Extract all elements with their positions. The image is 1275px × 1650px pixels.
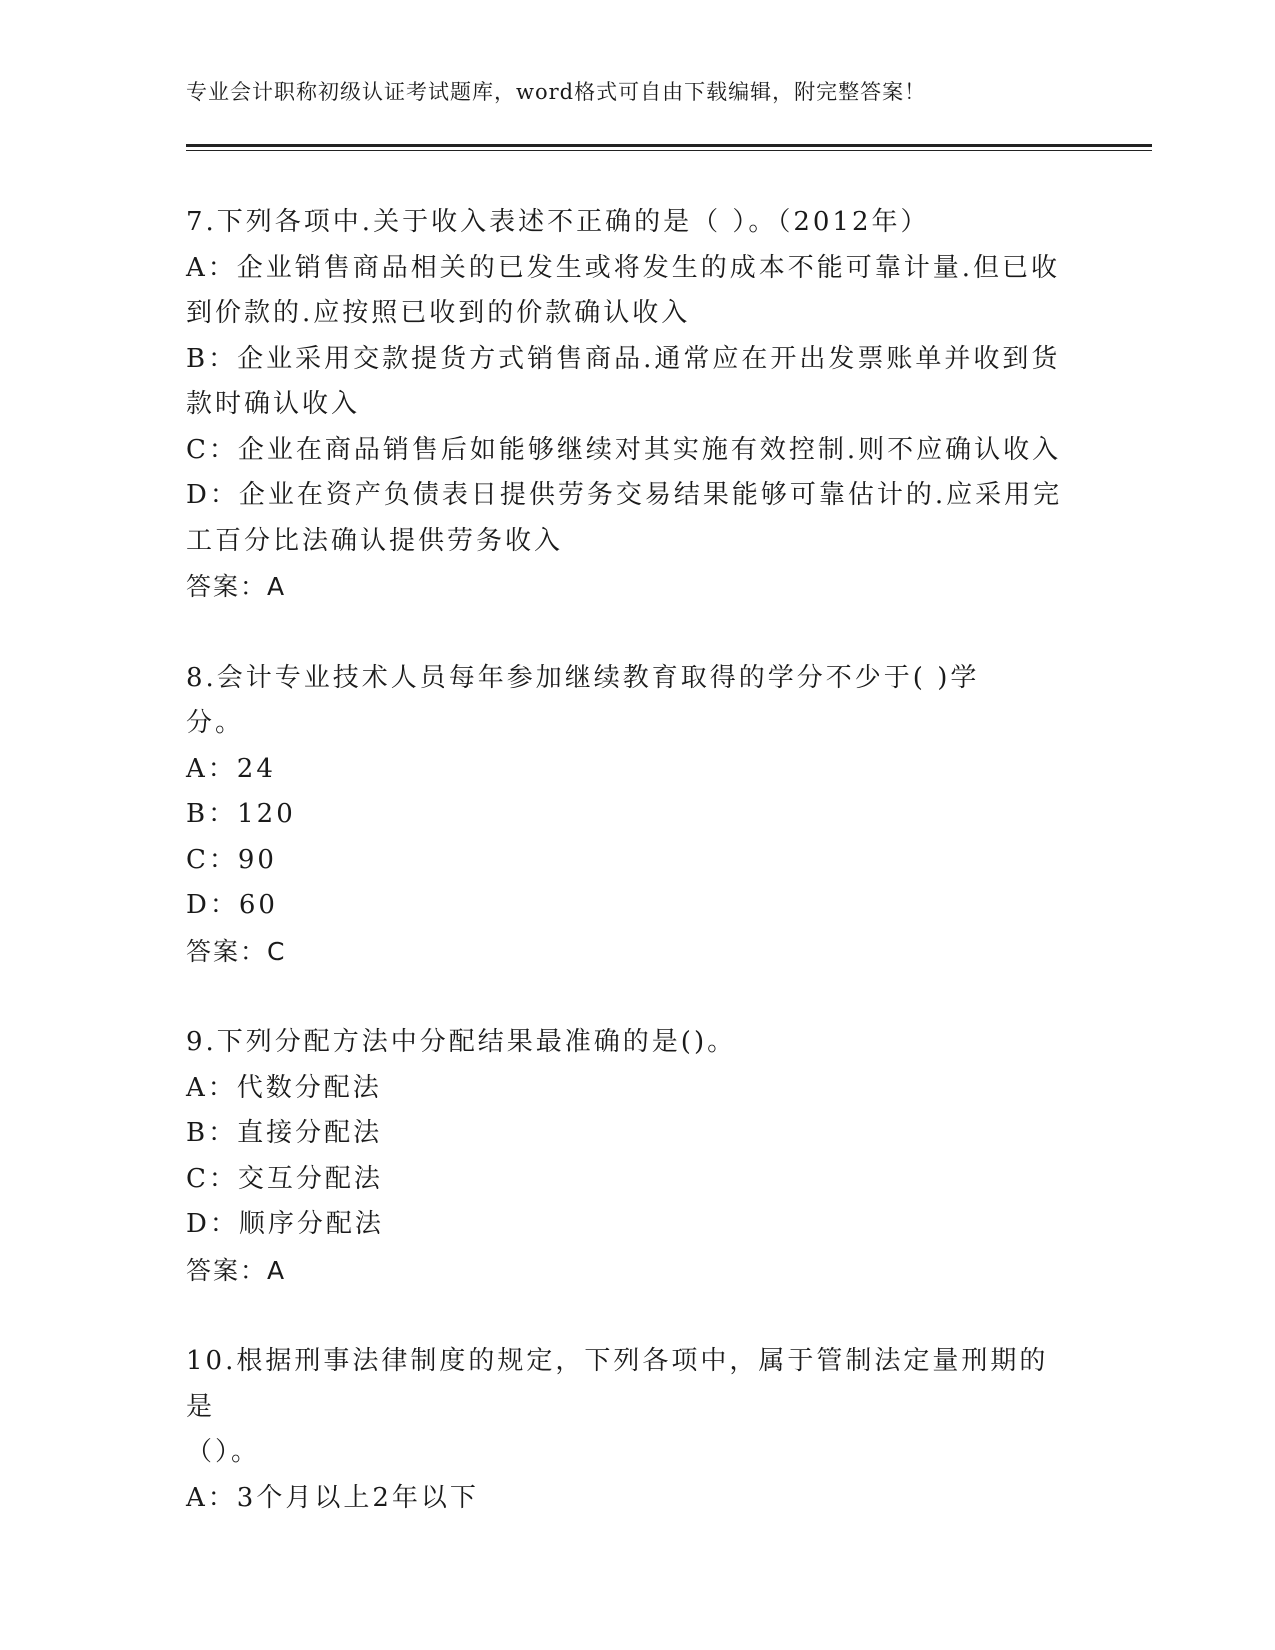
question-stem: 8.会计专业技术人员每年参加继续教育取得的学分不少于( )学 xyxy=(186,662,980,693)
question-10 xyxy=(186,1339,1076,1521)
option-d: D：顺序分配法 xyxy=(186,1209,384,1239)
option-b: B：120 xyxy=(186,799,296,829)
question-stem-continued: 分。 xyxy=(186,708,245,738)
option-b: B：企业采用交款提货方式销售商品.通常应在开出发票账单并收到货 xyxy=(186,343,1061,374)
answer: 答案：A xyxy=(186,572,287,601)
option-c: C：企业在商品销售后如能够继续对其实施有效控制.则不应确认收入 xyxy=(186,434,1062,465)
option-a: A：3个月以上2年以下 xyxy=(186,1482,479,1513)
option-c: C：90 xyxy=(186,844,277,875)
answer: 答案：C xyxy=(186,936,287,966)
option-a: A：24 xyxy=(186,753,276,784)
question-stem-continued: （）。 xyxy=(186,1437,261,1467)
answer: 答案：A xyxy=(186,1255,287,1285)
question-stem: 7.下列各项中.关于收入表述不正确的是（ ）。（2012年） xyxy=(186,207,930,237)
question-stem: 9.下列分配方法中分配结果最准确的是()。 xyxy=(186,1027,737,1057)
option-d: D：企业在资产负债表日提供劳务交易结果能够可靠估计的.应采用完 xyxy=(186,480,1063,510)
option-b-continued: 款时确认收入 xyxy=(186,389,361,419)
option-a: A：代数分配法 xyxy=(186,1072,382,1103)
option-c: C：交互分配法 xyxy=(186,1163,383,1194)
question-9 xyxy=(186,1020,1076,1293)
option-a: A：企业销售商品相关的已发生或将发生的成本不能可靠计量.但已收 xyxy=(186,252,1061,283)
question-stem: 10.根据刑事法律制度的规定，下列各项中，属于管制法定量刑期的是 xyxy=(186,1346,1049,1422)
option-d: D：60 xyxy=(186,890,278,920)
question-8 xyxy=(186,656,1076,975)
header-divider xyxy=(186,144,1152,147)
page-header: 专业会计职称初级认证考试题库，word格式可自由下载编辑，附完整答案！ xyxy=(186,80,927,104)
question-list xyxy=(186,200,1076,1567)
option-a-continued: 到价款的.应按照已收到的价款确认收入 xyxy=(186,298,691,328)
option-d-continued: 工百分比法确认提供劳务收入 xyxy=(186,525,564,556)
question-7 xyxy=(186,200,1076,610)
option-b: B：直接分配法 xyxy=(186,1118,383,1148)
